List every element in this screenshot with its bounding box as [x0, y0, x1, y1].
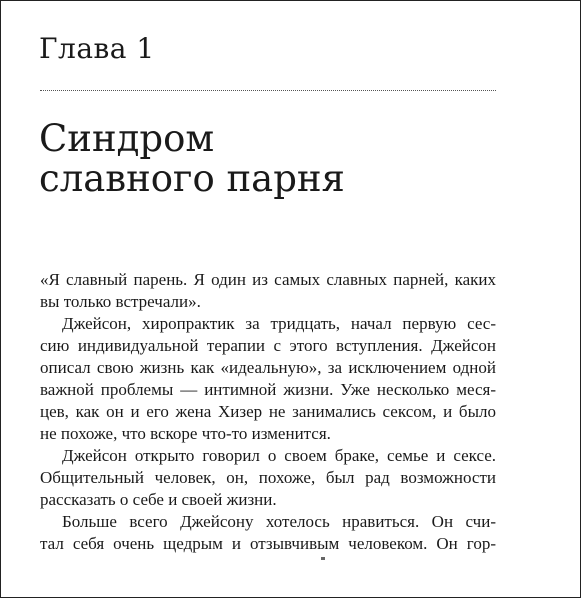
cropped-glyph-fragment [321, 557, 325, 560]
chapter-title [39, 119, 345, 199]
text-line: рассказать о себе и своей жизни. [40, 490, 277, 509]
text-line: «Я славный парень. Я один из самых славных парней, каких [40, 270, 496, 289]
text-line: тал себя очень щедрым и отзывчивым человеком. Он гор- [40, 534, 496, 553]
text-line: не похоже, что вскоре что-то изменится. [40, 424, 331, 443]
chapter-title-line: Синдром [39, 117, 215, 160]
text-line: Больше всего Джейсону хотелось нравиться. Он счи- [62, 512, 496, 531]
dotted-divider [40, 90, 496, 91]
text-line: цев, как он и его жена Хизер не занимались сексом, и было [40, 402, 496, 421]
text-line: Общительный человек, он, похоже, был рад возможности [40, 468, 496, 487]
chapter-title-line: славного парня [39, 157, 345, 200]
text-line: Джейсон открыто говорил о своем браке, семье и сексе. [62, 446, 496, 465]
text-line: вы только встречали». [40, 292, 201, 311]
text-line: описал свою жизнь как «идеальную», за исключением одной [40, 358, 496, 377]
text-line: сию индивидуальной терапии с этого вступления. Джейсон [40, 336, 496, 355]
text-line: Джейсон, хиропрактик за тридцать, начал первую сес- [62, 314, 496, 333]
chapter-label: Глава 1 [39, 32, 155, 65]
text-line: важной проблемы — интимной жизни. Уже несколько меся- [40, 380, 496, 399]
body-text [40, 269, 496, 555]
